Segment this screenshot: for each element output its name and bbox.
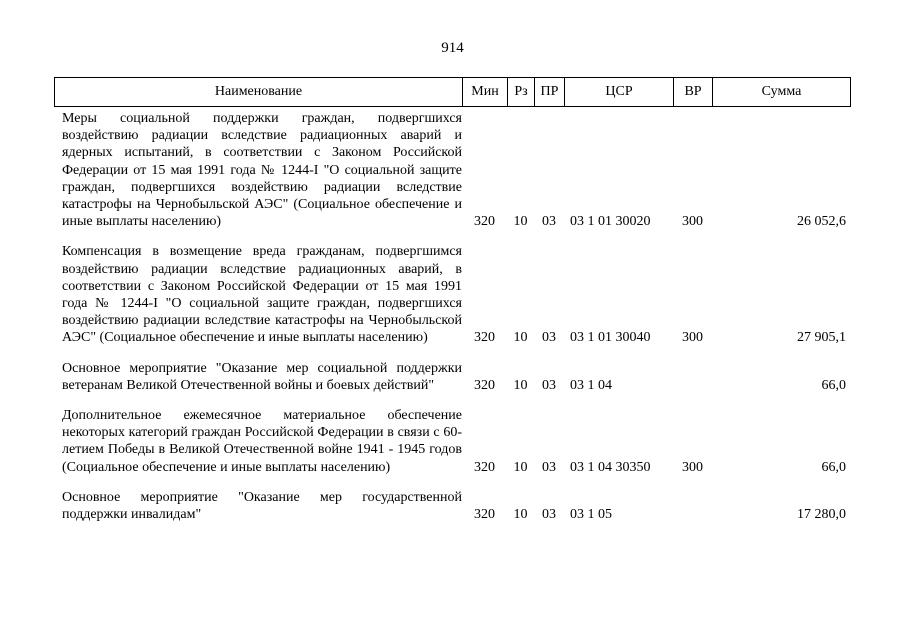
header-vr: ВР	[674, 78, 713, 107]
row-min: 320	[474, 507, 495, 523]
row-sum: 66,0	[821, 459, 846, 475]
row-vr: 300	[682, 214, 703, 230]
header-rz: Рз	[508, 78, 535, 107]
row-csr: 03 1 05	[570, 507, 612, 523]
row-pr: 03	[542, 330, 556, 346]
row-pr: 03	[542, 459, 556, 475]
row-sum: 66,0	[821, 377, 846, 393]
row-rz: 10	[513, 507, 528, 523]
header-name: Наименование	[55, 78, 463, 107]
row-sum: 17 280,0	[797, 507, 846, 523]
row-min: 320	[474, 377, 495, 393]
row-csr: 03 1 01 30040	[570, 330, 651, 346]
row-sum: 26 052,6	[797, 214, 846, 230]
row-pr: 03	[542, 377, 556, 393]
table-row	[54, 489, 850, 523]
table-header	[54, 77, 851, 107]
row-rz: 10	[513, 459, 528, 475]
row-vr: 300	[682, 330, 703, 346]
header-min: Мин	[463, 78, 508, 107]
header-csr: ЦСР	[565, 78, 674, 107]
table-row	[54, 110, 850, 230]
table-row	[54, 407, 850, 476]
row-min: 320	[474, 459, 495, 475]
row-rz: 10	[513, 330, 528, 346]
table-row	[54, 243, 850, 346]
header-sum: Сумма	[713, 78, 851, 107]
row-name: Компенсация в возмещение вреда гражданам, подвергшимся воздействию радиации вследствие радиационных аварий, в соответствии с Законом Российской Федерации от 15 мая 1991 года № 1244-I "О социальной защите граждан, подвергшихся воздействию радиации вследствие катастрофы на Чернобыльской АЭС" (Социальное обеспечение и иные выплаты населению)	[62, 244, 462, 346]
row-csr: 03 1 04	[570, 377, 612, 393]
row-csr: 03 1 01 30020	[570, 214, 651, 230]
table-body	[54, 110, 850, 536]
row-name: Дополнительное ежемесячное материальное обеспечение некоторых категорий граждан Российской Федерации в связи с 60-летием Победы в Великой Отечественной войне 1941 - 1945 годов (Социальное обеспечение и иные выплаты населению)	[62, 408, 462, 475]
row-min: 320	[474, 214, 495, 230]
row-name: Меры социальной поддержки граждан, подвергшихся воздействию радиации вследствие радиационных аварий и ядерных испытаний, в соответствии с Законом Российской Федерации от 15 мая 1991 года № 1244-I "О социальной защите граждан, подвергшихся воздействию радиации вследствие катастрофы на Чернобыльской АЭС" (Социальное обеспечение и иные выплаты населению)	[62, 111, 462, 230]
row-vr: 300	[682, 459, 703, 475]
page-number: 914	[441, 40, 464, 56]
row-rz: 10	[513, 214, 528, 230]
table-row	[54, 360, 850, 394]
row-rz: 10	[513, 377, 528, 393]
row-name: Основное мероприятие "Оказание мер государственной поддержки инвалидам"	[62, 489, 462, 523]
row-pr: 03	[542, 507, 556, 523]
row-name: Основное мероприятие "Оказание мер социальной поддержки ветеранам Великой Отечественной войны и боевых действий"	[62, 360, 462, 393]
header-pr: ПР	[535, 78, 565, 107]
row-sum: 27 905,1	[797, 330, 846, 346]
row-csr: 03 1 04 30350	[570, 459, 651, 475]
row-pr: 03	[542, 214, 556, 230]
row-min: 320	[474, 330, 495, 346]
